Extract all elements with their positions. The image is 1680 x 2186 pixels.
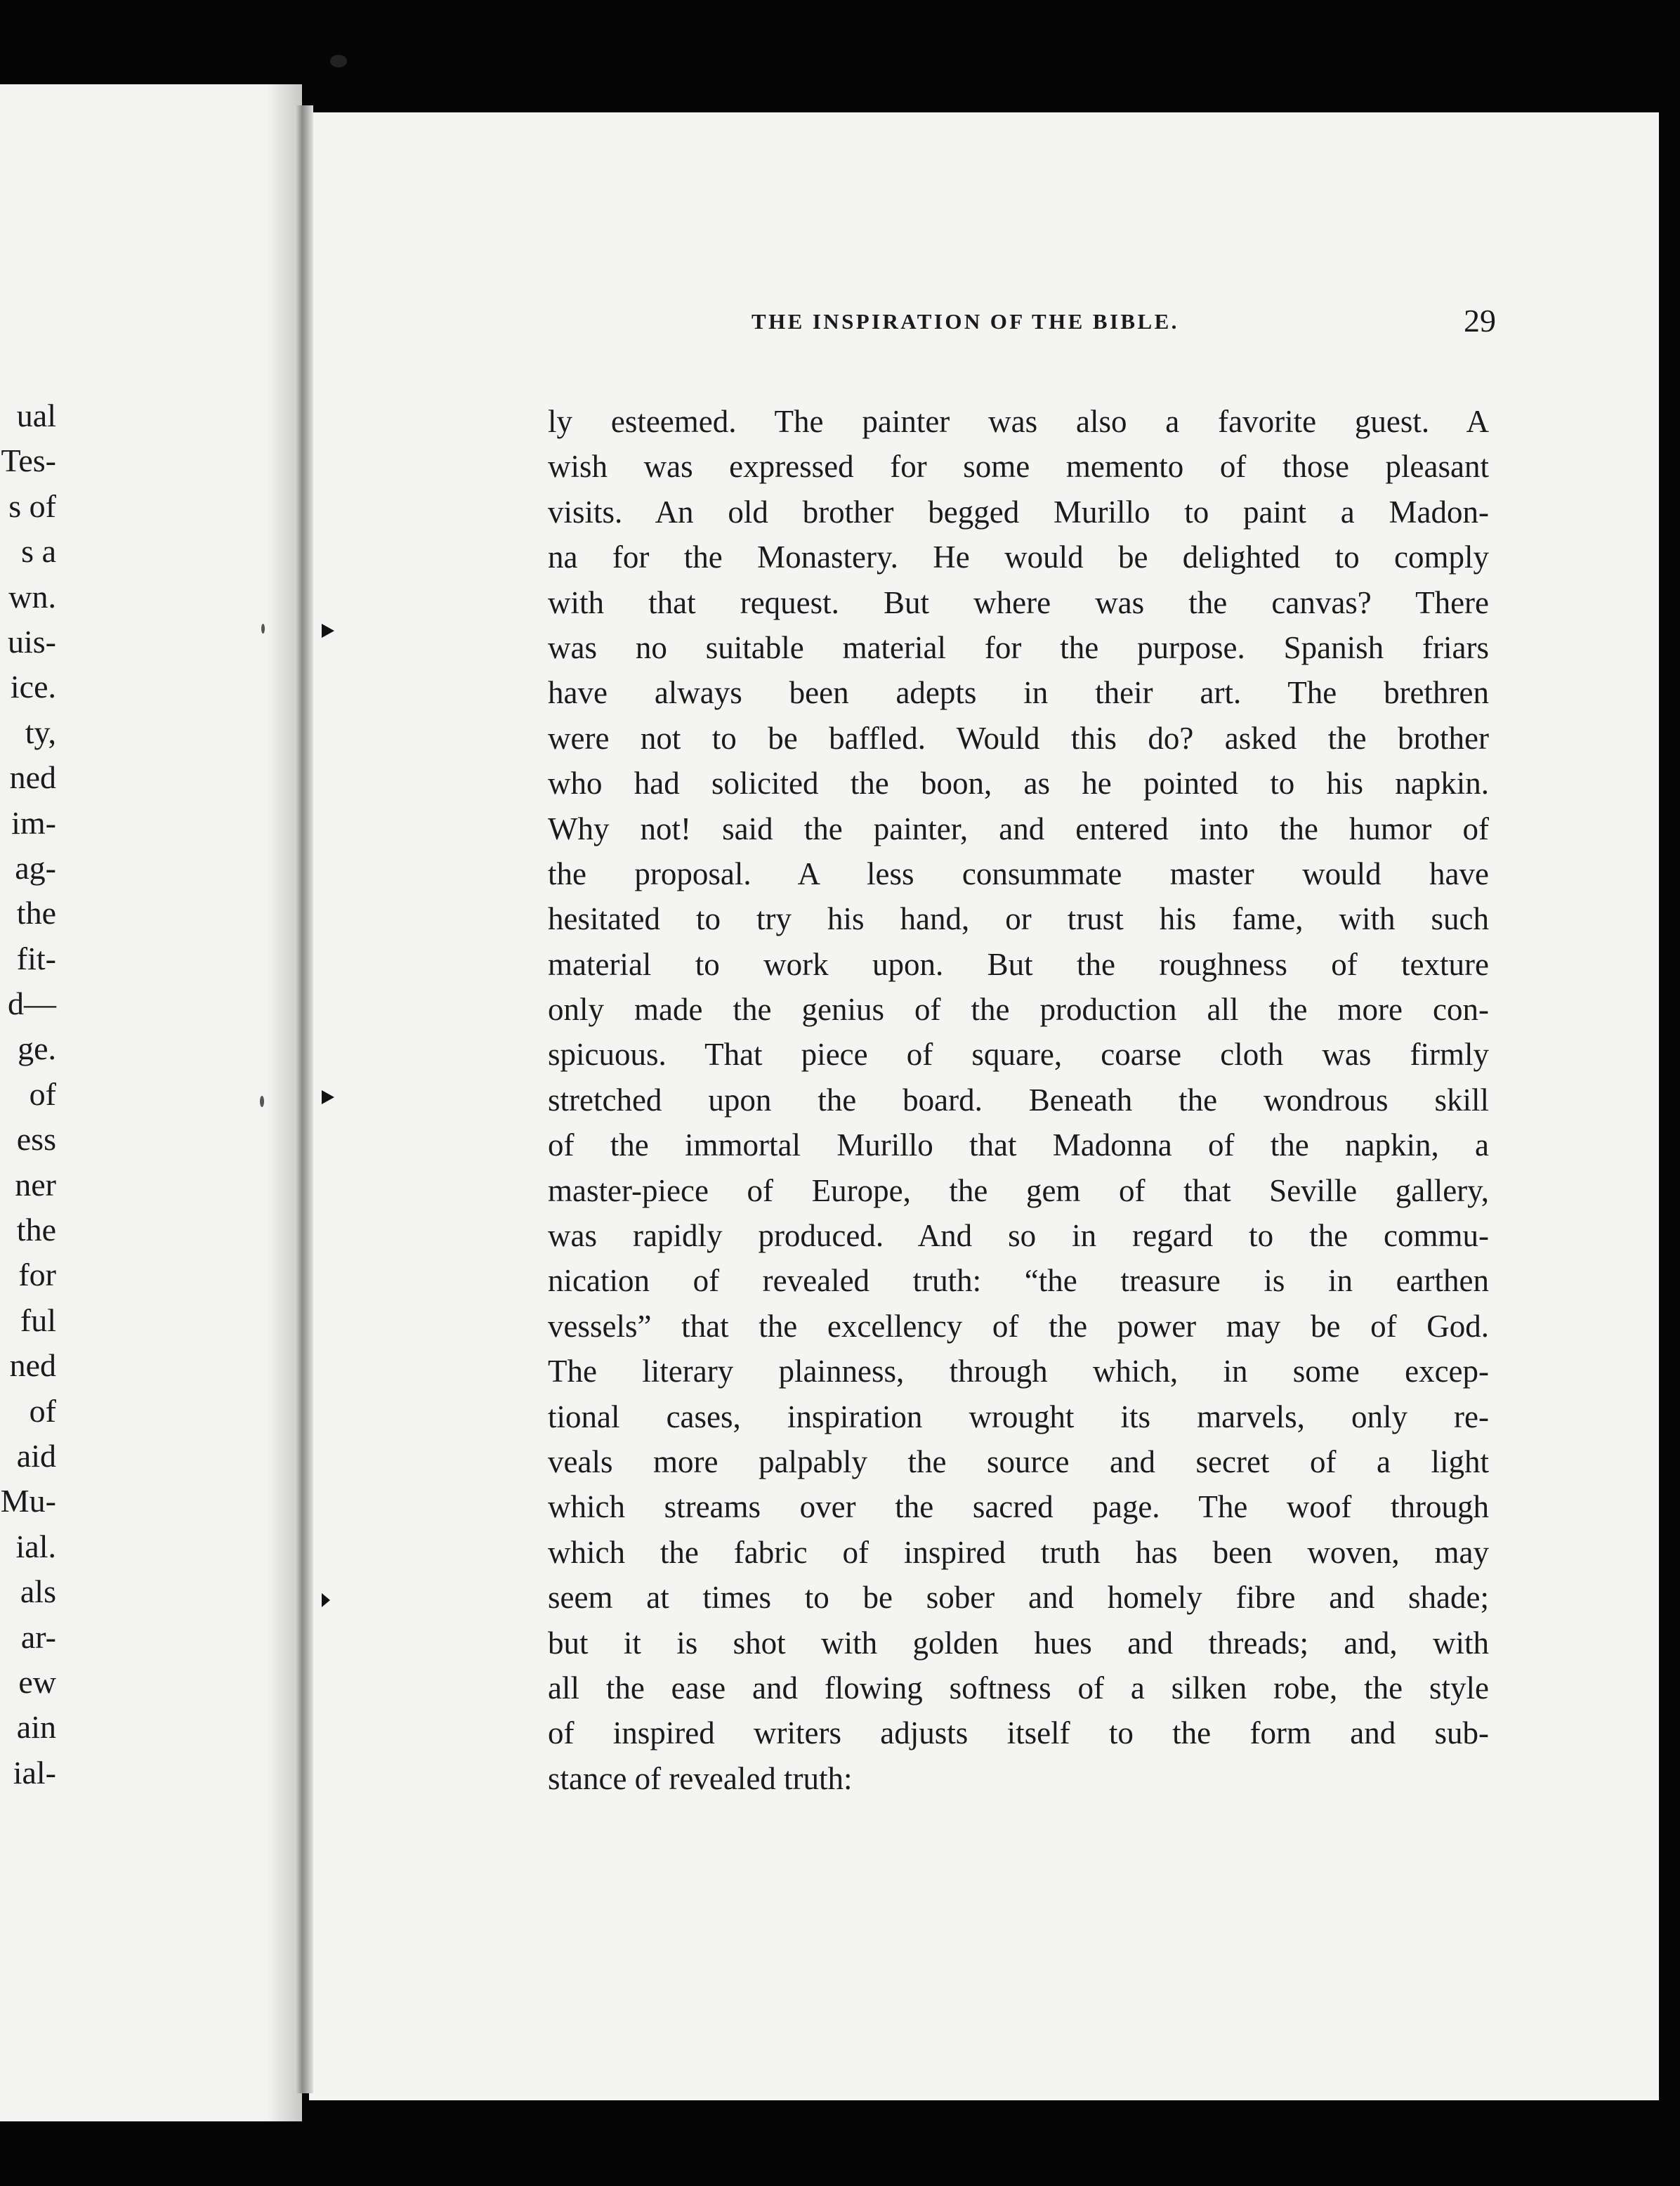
left-page-line-fragment: s a: [21, 533, 56, 570]
text-line: were not to be baffled. Would this do? asked the brother: [548, 720, 1489, 756]
left-page-line-fragment: im-: [11, 804, 56, 841]
text-line: which streams over the sacred page. The woof through: [548, 1489, 1489, 1525]
text-line: have always been adepts in their art. The brethren: [548, 675, 1489, 711]
left-page-line-fragment: d—: [8, 986, 56, 1022]
text-line: ly esteemed. The painter was also a favorite guest. A: [548, 404, 1489, 439]
text-line: stretched upon the board. Beneath the wondrous skill: [548, 1082, 1489, 1118]
dust-speck: [260, 1096, 264, 1107]
left-page-line-fragment: ain: [16, 1709, 56, 1746]
left-page-line-fragment: wn.: [8, 578, 56, 615]
left-page-line-fragment: ew: [18, 1663, 56, 1700]
text-line: but it is shot with golden hues and threads; and, with: [548, 1625, 1489, 1661]
left-page-line-fragment: ner: [15, 1166, 56, 1203]
left-page-line-fragment: for: [18, 1257, 56, 1293]
book-gutter: [295, 105, 313, 2093]
text-line: with that request. But where was the canvas? There: [548, 584, 1489, 620]
left-page-line-fragment: ual: [16, 398, 56, 433]
dust-speck: [330, 55, 347, 67]
left-page-line-fragment: ag-: [15, 849, 56, 886]
page-number: 29: [1464, 303, 1496, 339]
text-line: The literary plainness, through which, in some excep-: [548, 1354, 1489, 1389]
left-page: [0, 84, 302, 2121]
left-page-line-fragment: ge.: [18, 1030, 56, 1067]
text-line: nication of revealed truth: “the treasure is in earthen: [548, 1263, 1489, 1299]
text-line: of inspired writers adjusts itself to the form and sub-: [548, 1715, 1489, 1751]
left-page-line-fragment: uis-: [8, 623, 56, 660]
body-text: [548, 399, 1489, 1801]
text-line: master-piece of Europe, the gem of that Seville gallery,: [548, 1172, 1489, 1208]
text-line: was no suitable material for the purpose. Spanish friars: [548, 629, 1489, 665]
text-line: seem at times to be sober and homely fibre and shade;: [548, 1580, 1489, 1616]
text-line: was rapidly produced. And so in regard to the commu-: [548, 1218, 1489, 1254]
left-page-line-fragment: Tes-: [1, 443, 56, 479]
text-line: stance of revealed truth:: [548, 1760, 853, 1796]
left-page-line-fragment: Mu-: [0, 1483, 56, 1519]
left-page-line-fragment: ial.: [15, 1528, 56, 1564]
text-line: of the immortal Murillo that Madonna of the napkin, a: [548, 1127, 1489, 1163]
dust-speck: [261, 624, 265, 634]
left-page-line-fragment: als: [20, 1573, 56, 1610]
left-page-line-fragment: ty,: [25, 714, 56, 750]
text-line: na for the Monastery. He would be delighted to comply: [548, 539, 1489, 575]
gutter-arrow-icon: [322, 1090, 334, 1104]
left-page-line-fragment: ar-: [20, 1618, 56, 1655]
left-page-line-fragment: aid: [16, 1437, 56, 1474]
left-page-line-fragment: the: [16, 1212, 56, 1248]
text-line: all the ease and flowing softness of a silken robe, the style: [548, 1670, 1489, 1706]
gutter-arrow-icon: [322, 1593, 330, 1607]
text-line: visits. An old brother begged Murillo to paint a Madon-: [548, 494, 1489, 530]
text-line: spicuous. That piece of square, coarse cloth was firmly: [548, 1037, 1489, 1073]
left-page-line-fragment: the: [16, 895, 56, 931]
text-line: hesitated to try his hand, or trust his fame, with such: [548, 901, 1489, 937]
left-page-line-fragment: ned: [9, 759, 56, 796]
left-page-line-fragment: of: [29, 1075, 56, 1112]
text-line: which the fabric of inspired truth has been woven, may: [548, 1534, 1489, 1570]
gutter-arrow-icon: [322, 624, 334, 638]
left-page-line-fragment: s of: [8, 487, 56, 524]
text-line: the proposal. A less consummate master would have: [548, 856, 1489, 891]
text-line: veals more palpably the source and secret of a light: [548, 1444, 1489, 1479]
left-page-line-fragment: ned: [9, 1347, 56, 1384]
left-page-line-fragment: ess: [16, 1121, 56, 1158]
left-page-text-fragments: [0, 393, 56, 1795]
left-page-line-fragment: ful: [20, 1302, 56, 1338]
left-page-line-fragment: ial-: [13, 1754, 56, 1791]
text-line: tional cases, inspiration wrought its marvels, only re-: [548, 1399, 1489, 1434]
text-line: material to work upon. But the roughness of texture: [548, 946, 1489, 982]
text-line: only made the genius of the production all the more con-: [548, 992, 1489, 1028]
text-line: wish was expressed for some memento of those pleasant: [548, 449, 1489, 485]
left-page-line-fragment: ice.: [10, 669, 56, 705]
left-page-line-fragment: of: [29, 1392, 56, 1429]
text-line: vessels” that the excellency of the power may be of God.: [548, 1308, 1489, 1344]
text-line: who had solicited the boon, as he pointed to his napkin.: [548, 766, 1489, 801]
running-head: THE INSPIRATION OF THE BIBLE.: [752, 309, 1179, 334]
text-line: Why not! said the painter, and entered into the humor of: [548, 811, 1489, 846]
left-page-line-fragment: fit-: [16, 940, 56, 976]
